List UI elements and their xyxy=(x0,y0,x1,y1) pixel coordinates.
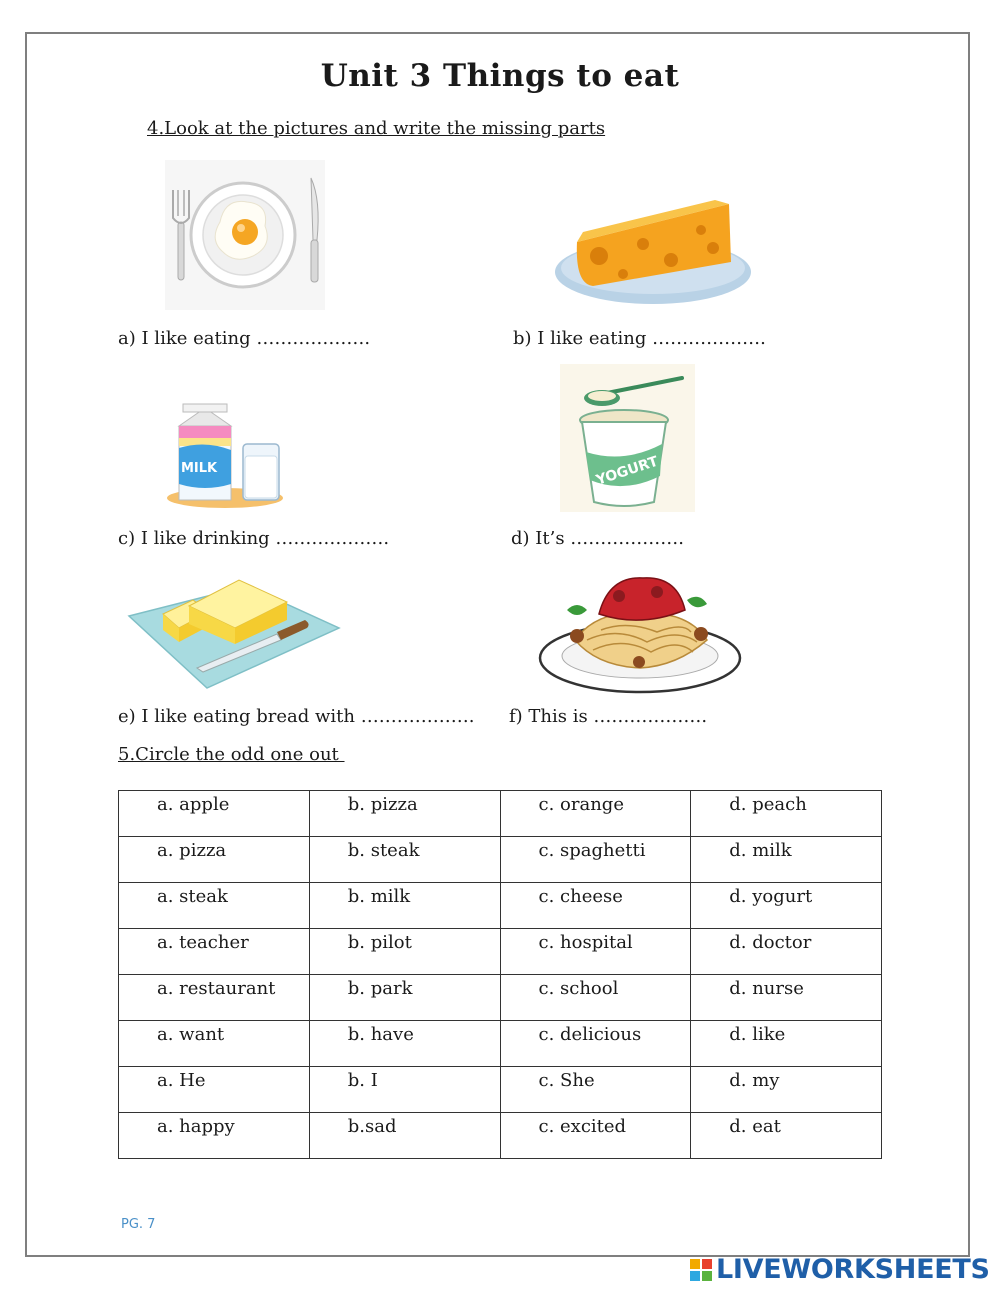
option-cell[interactable] xyxy=(500,883,691,929)
option-label: d. yogurt xyxy=(729,886,813,907)
brand-name: LIVEWORKSHEETS xyxy=(716,1254,990,1285)
exercise-4-instruction: 4.Look at the pictures and write the missing parts xyxy=(147,118,606,139)
option-label: b. pilot xyxy=(347,932,412,953)
plate-icon xyxy=(191,183,295,287)
option-label: a. teacher xyxy=(157,932,249,953)
option-cell[interactable] xyxy=(119,1021,310,1067)
page-title: Unit 3 Things to eat xyxy=(320,58,680,94)
table-row xyxy=(119,975,882,1021)
option-label: a. steak xyxy=(157,886,228,907)
option-label: b. milk xyxy=(347,886,411,907)
sentence-c: c) I like drinking ………………. xyxy=(118,528,390,549)
option-label: a. want xyxy=(157,1024,225,1045)
option-cell[interactable] xyxy=(119,929,310,975)
sentence-b: b) I like eating ………………. xyxy=(513,328,766,349)
option-cell[interactable] xyxy=(119,975,310,1021)
odd-one-out-table xyxy=(118,790,882,1159)
option-label: b. park xyxy=(347,978,413,999)
option-cell[interactable] xyxy=(691,1113,882,1159)
option-cell[interactable] xyxy=(309,975,500,1021)
option-cell[interactable] xyxy=(691,837,882,883)
brand-logo xyxy=(690,1254,990,1285)
exercise-5-instruction: 5.Circle the odd one out xyxy=(118,744,345,765)
table-row xyxy=(119,791,882,837)
option-cell[interactable] xyxy=(309,929,500,975)
option-cell[interactable] xyxy=(309,837,500,883)
option-cell[interactable] xyxy=(309,1113,500,1159)
option-cell[interactable] xyxy=(691,1067,882,1113)
butter-picture xyxy=(127,572,342,690)
option-label: d. my xyxy=(729,1070,780,1091)
spaghetti-picture xyxy=(537,570,744,696)
option-cell[interactable] xyxy=(119,791,310,837)
option-cell[interactable] xyxy=(691,975,882,1021)
option-label: d. doctor xyxy=(729,932,812,953)
option-cell[interactable] xyxy=(500,929,691,975)
option-label: a. He xyxy=(157,1070,206,1091)
sentence-e: e) I like eating bread with ………………. xyxy=(118,706,475,727)
option-label: c. school xyxy=(538,978,619,999)
option-cell[interactable] xyxy=(309,883,500,929)
option-label: b. I xyxy=(347,1070,378,1091)
option-cell[interactable] xyxy=(500,1067,691,1113)
option-cell[interactable] xyxy=(691,929,882,975)
milk-picture xyxy=(165,400,290,512)
option-cell[interactable] xyxy=(500,975,691,1021)
option-cell[interactable] xyxy=(500,837,691,883)
cheese-picture xyxy=(553,190,758,310)
option-label: b. steak xyxy=(347,840,420,861)
option-label: c. cheese xyxy=(538,886,623,907)
table-row xyxy=(119,1067,882,1113)
option-label: c. orange xyxy=(538,794,624,815)
option-label: a. apple xyxy=(157,794,230,815)
fried-egg-picture xyxy=(165,160,325,310)
option-label: c. hospital xyxy=(538,932,633,953)
option-label: d. peach xyxy=(729,794,807,815)
table-row xyxy=(119,883,882,929)
option-cell[interactable] xyxy=(309,1021,500,1067)
option-label: c. spaghetti xyxy=(538,840,646,861)
brand-mark-icon xyxy=(690,1259,712,1281)
option-cell[interactable] xyxy=(119,837,310,883)
table-row xyxy=(119,1113,882,1159)
sentence-a: a) I like eating ………………. xyxy=(118,328,371,349)
option-label: b. have xyxy=(347,1024,414,1045)
option-label: c. excited xyxy=(538,1116,627,1137)
option-cell[interactable] xyxy=(309,1067,500,1113)
option-cell[interactable] xyxy=(691,791,882,837)
option-cell[interactable] xyxy=(691,883,882,929)
option-label: d. milk xyxy=(729,840,792,861)
option-cell[interactable] xyxy=(119,1067,310,1113)
option-label: c. delicious xyxy=(538,1024,642,1045)
table-row xyxy=(119,837,882,883)
option-label: a. pizza xyxy=(157,840,227,861)
sentence-d: d) It’s ………………. xyxy=(511,528,685,549)
page-number: PG. 7 xyxy=(121,1217,156,1232)
table-row xyxy=(119,929,882,975)
option-cell[interactable] xyxy=(119,1113,310,1159)
option-label: d. like xyxy=(729,1024,786,1045)
option-label: d. nurse xyxy=(729,978,804,999)
option-label: a. happy xyxy=(157,1116,235,1137)
option-label: a. restaurant xyxy=(157,978,276,999)
table-row xyxy=(119,1021,882,1067)
option-cell[interactable] xyxy=(691,1021,882,1067)
option-cell[interactable] xyxy=(119,883,310,929)
option-cell[interactable] xyxy=(500,1021,691,1067)
sentence-f: f) This is ………………. xyxy=(509,706,708,727)
option-cell[interactable] xyxy=(500,1113,691,1159)
option-cell[interactable] xyxy=(500,791,691,837)
milk-label: MILK xyxy=(181,461,218,476)
option-label: b.sad xyxy=(347,1116,397,1137)
option-cell[interactable] xyxy=(309,791,500,837)
yogurt-label: YOGURT xyxy=(594,453,661,489)
option-label: b. pizza xyxy=(347,794,418,815)
option-label: d. eat xyxy=(729,1116,781,1137)
yogurt-picture xyxy=(560,364,695,512)
option-label: c. She xyxy=(538,1070,595,1091)
